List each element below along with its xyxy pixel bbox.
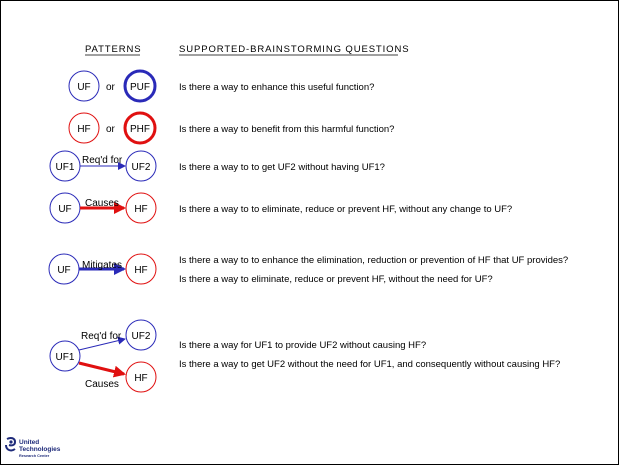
uf-node-label: UF: [57, 265, 71, 276]
uf2-node-label: UF2: [131, 162, 151, 173]
question-benefit-harmful: Is there a way to benefit from this harmful function?: [179, 124, 395, 135]
reqd-for-label: Req'd for: [82, 155, 123, 166]
hf-node-label: HF: [134, 265, 148, 276]
question-eliminate-hf: Is there a way to to eliminate, reduce or prevent HF, without any change to UF?: [179, 204, 513, 215]
hf-node-label: HF: [77, 124, 91, 135]
or-label: or: [106, 82, 115, 93]
mitigates-label: Mitigates: [82, 260, 123, 271]
causes-label: Causes: [85, 379, 119, 390]
reqd-for-label: Req'd for: [81, 331, 122, 342]
uf-node-label: UF: [77, 82, 91, 93]
logo-mark-icon: [6, 438, 15, 450]
puf-node-label: PUF: [130, 82, 150, 93]
phf-node-label: PHF: [130, 124, 150, 135]
logo-line2: Technologies: [19, 446, 61, 453]
question-enhance-useful: Is there a way to enhance this useful function?: [179, 82, 375, 93]
patterns-header: PATTERNS: [85, 44, 142, 55]
question-uf1-provide-uf2: Is there a way for UF1 to provide UF2 without causing HF?: [179, 340, 427, 351]
causes-label: Causes: [85, 198, 119, 209]
hf-node-label: HF: [134, 373, 148, 384]
question-enhance-mitigation: Is there a way to to enhance the elimination, reduction or prevention of HF that UF provides?: [179, 255, 569, 266]
questions-header: SUPPORTED-BRAINSTORMING QUESTIONS: [179, 44, 410, 55]
or-label: or: [106, 124, 115, 135]
logo-line1: United: [19, 439, 40, 446]
logo-line3: Research Center: [19, 454, 50, 458]
hf-node-label: HF: [134, 204, 148, 215]
uf-node-label: UF: [58, 204, 72, 215]
uf2-node-label: UF2: [131, 331, 151, 342]
diagram: [1, 1, 618, 464]
united-technologies-logo: [5, 436, 85, 462]
question-uf2-without-uf1: Is there a way to to get UF2 without having UF1?: [179, 162, 385, 173]
uf1-node-label: UF1: [55, 162, 75, 173]
uf1-node-label: UF1: [55, 352, 75, 363]
question-eliminate-hf-without-uf: Is there a way to eliminate, reduce or prevent HF, without the need for UF?: [179, 274, 493, 285]
causes-arrow: [79, 363, 124, 374]
question-uf2-without-uf1-no-hf: Is there a way to get UF2 without the need for UF1, and consequently without causing HF?: [179, 359, 561, 370]
